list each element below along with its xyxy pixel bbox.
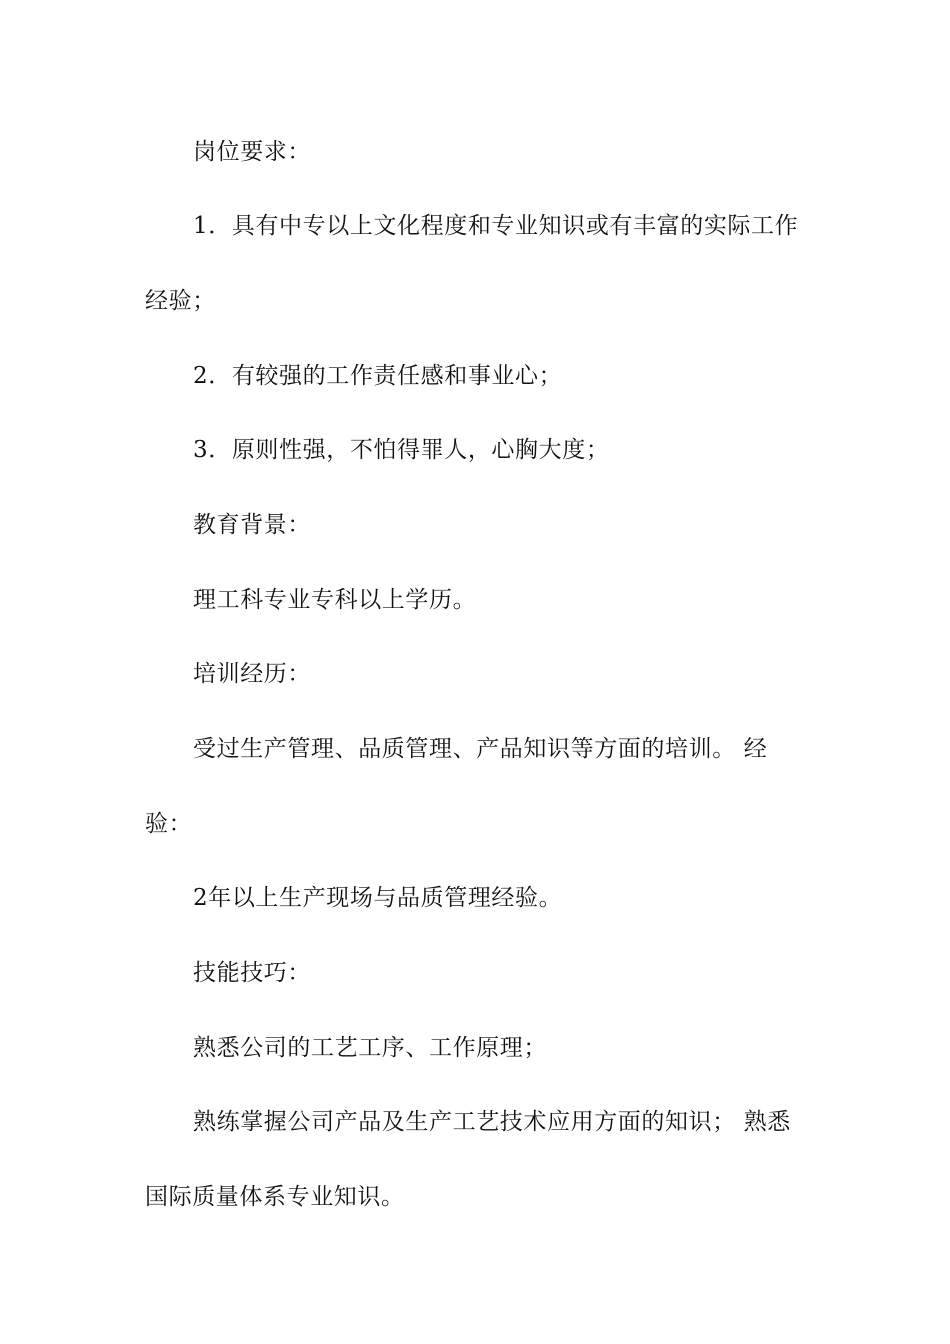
heading-training: 培训经历： xyxy=(193,661,311,687)
requirement-1-line-2: 经验； xyxy=(145,288,216,314)
experience-text: 2年以上生产现场与品质管理经验。 xyxy=(193,885,563,911)
skills-text-1: 熟悉公司的工艺工序、工作原理； xyxy=(193,1035,547,1061)
heading-education: 教育背景： xyxy=(193,512,311,538)
skills-text-2-line-1: 熟练掌握公司产品及生产工艺技术应用方面的知识； 熟悉 xyxy=(193,1109,791,1135)
requirement-3: 3．原则性强，不怕得罪人，心胸大度； xyxy=(193,437,610,463)
education-text: 理工科专业专科以上学历。 xyxy=(193,587,477,613)
requirement-1-line-1: 1．具有中专以上文化程度和专业知识或有丰富的实际工作 xyxy=(193,213,799,239)
heading-skills: 技能技巧： xyxy=(193,960,311,986)
training-text-line-1: 受过生产管理、品质管理、产品知识等方面的培训。 经 xyxy=(193,736,768,762)
skills-text-2-line-2: 国际质量体系专业知识。 xyxy=(145,1184,405,1210)
training-text-line-2: 验： xyxy=(145,811,193,837)
heading-job-requirements: 岗位要求： xyxy=(193,139,311,165)
requirement-2: 2．有较强的工作责任感和事业心； xyxy=(193,363,563,389)
